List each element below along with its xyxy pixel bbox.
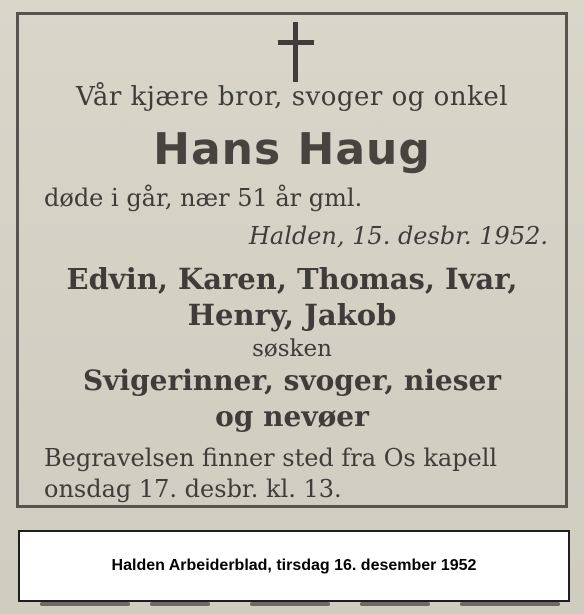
relatives-line-2: og nevøer <box>215 400 369 433</box>
funeral-info-line-2: onsdag 17. desbr. kl. 13. <box>44 475 342 503</box>
mourners-names-line-1: Edvin, Karen, Thomas, Ivar, <box>66 262 518 296</box>
siblings-label: søsken <box>252 336 332 362</box>
obituary-intro: Vår kjære bror, svoger og onkel <box>75 82 509 112</box>
cropped-text-strip <box>0 602 584 614</box>
mourners-names-line-2: Henry, Jakob <box>187 298 397 332</box>
funeral-info-line-1: Begravelsen finner sted fra Os kapell <box>44 444 498 472</box>
source-caption: Halden Arbeiderblad, tirsdag 16. desember 1952 <box>111 557 477 574</box>
place-date: Halden, 15. desbr. 1952. <box>248 222 548 250</box>
caption-box <box>18 530 570 602</box>
death-statement: døde i går, nær 51 år gml. <box>44 184 363 212</box>
relatives-line-1: Svigerinner, svoger, nieser <box>82 364 502 397</box>
latin-cross-icon <box>276 20 316 84</box>
deceased-name: Hans Haug <box>153 124 431 175</box>
